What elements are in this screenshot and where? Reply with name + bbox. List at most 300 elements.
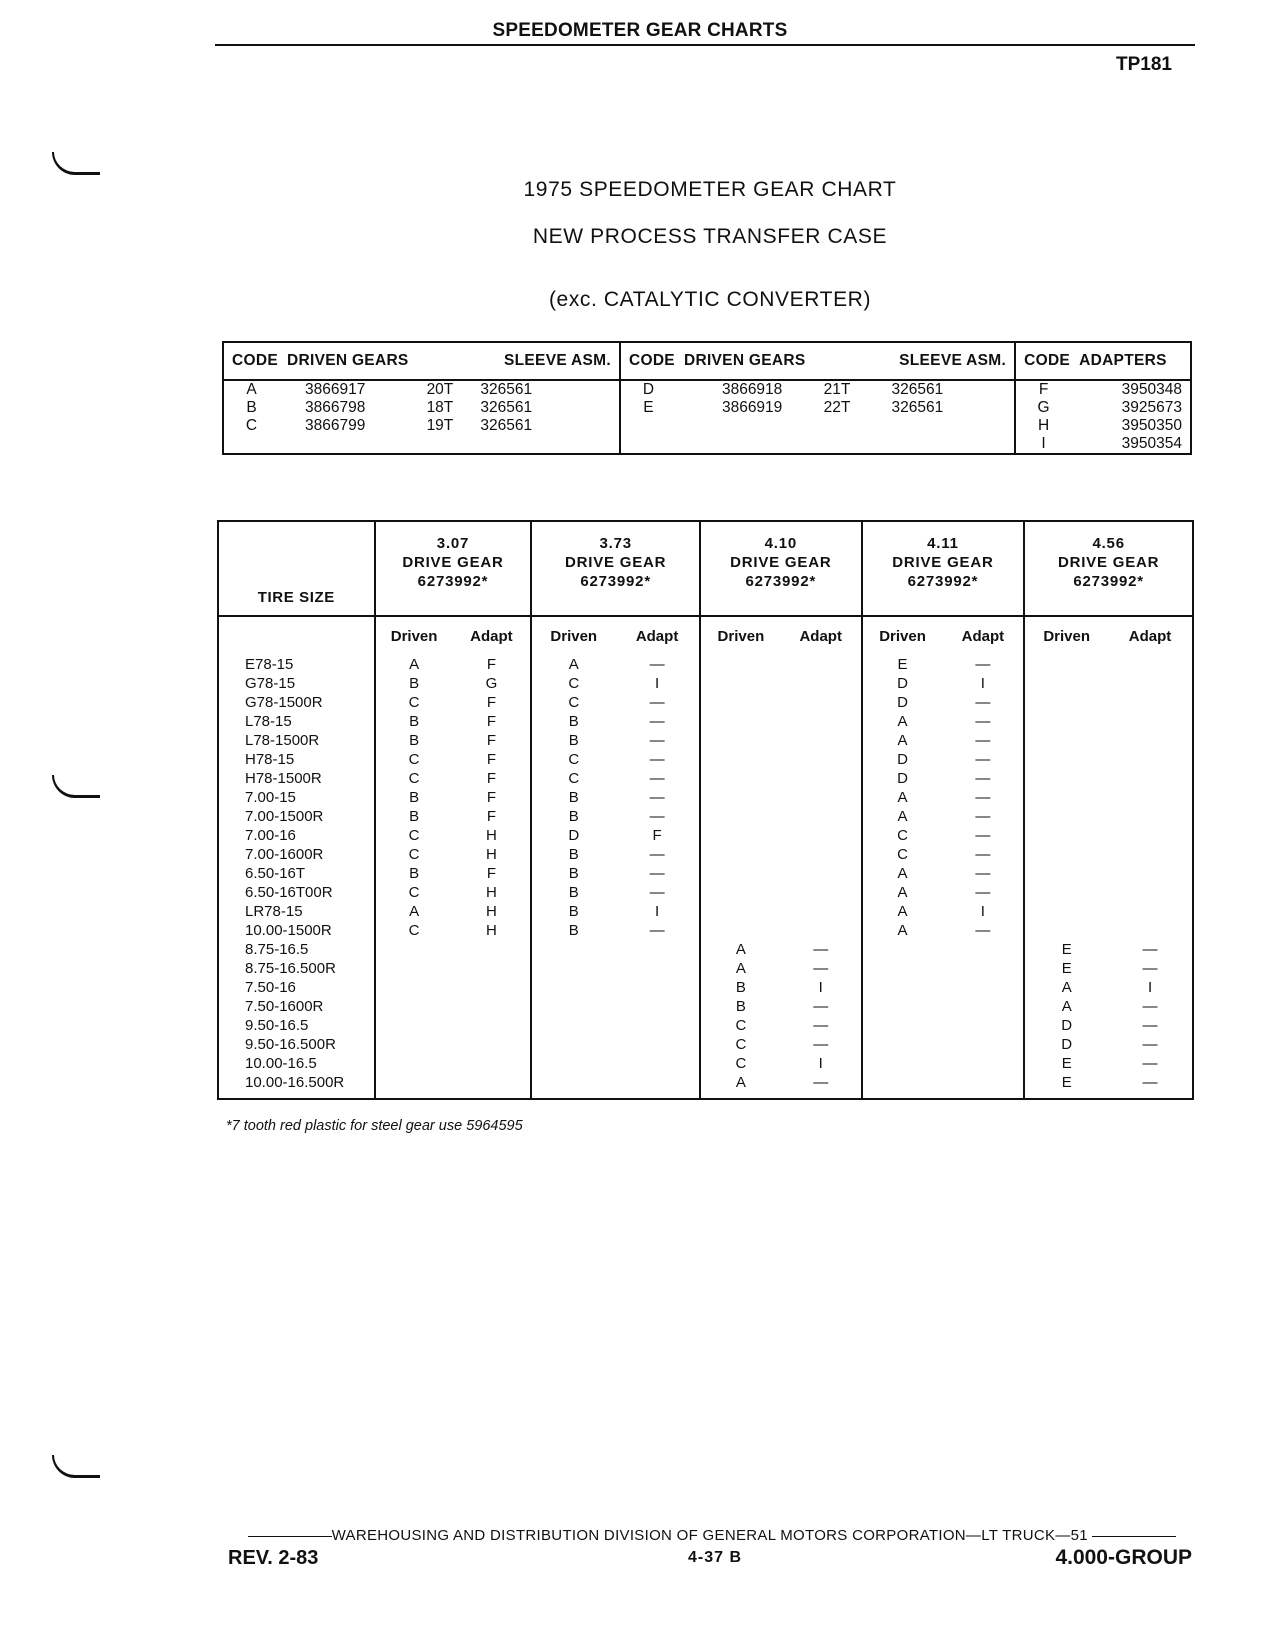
adapter-code-cell [1108, 750, 1193, 769]
driven-code-cell: D [862, 750, 943, 769]
adapter-code-cell: — [1142, 960, 1158, 977]
driven-gears-header: DRIVEN GEARS [279, 342, 480, 380]
adapter-code-cell: — [975, 884, 991, 901]
adapter-code-cell [781, 731, 862, 750]
tire-size-header: TIRE SIZE [218, 521, 375, 616]
code-cell [223, 435, 279, 454]
drive-gear-header [1024, 521, 1193, 616]
teeth-cell: 18T [426, 399, 454, 416]
drive-gear-part-number: 6273992* [907, 573, 979, 590]
adapter-code-cell: — [1142, 941, 1158, 958]
adapter-code-cell: F [486, 732, 497, 749]
adapter-code-cell: — [1142, 1036, 1158, 1053]
drive-gear-part-number: 6273992* [580, 573, 651, 590]
tire-size-row [218, 788, 1193, 807]
tire-size-cell: 10.00-1500R [245, 922, 332, 939]
driven-code-cell [531, 940, 615, 959]
driven-code-cell [862, 1016, 943, 1035]
drive-gear-label: DRIVE GEAR [1057, 554, 1160, 571]
drive-gear-label: DRIVE GEAR [730, 554, 832, 571]
binder-hole-mark [52, 1455, 100, 1478]
adapter-code-cell [1108, 693, 1193, 712]
driven-code-cell [700, 750, 781, 769]
driven-code-cell: A [862, 883, 943, 902]
adapter-code-cell: — [975, 827, 991, 844]
driven-code-cell [1024, 674, 1108, 693]
driven-code-cell [862, 1054, 943, 1073]
sleeve-cell: 326561 [891, 381, 944, 398]
driven-code-cell: C [375, 883, 453, 902]
drive-gear-label: DRIVE GEAR [892, 554, 994, 571]
driven-gears-table [222, 341, 1192, 455]
part-number-cell: 3866917 [304, 381, 366, 398]
driven-subheader: Driven [700, 616, 781, 655]
driven-code-cell: B [375, 864, 453, 883]
adapter-code-cell: — [975, 846, 991, 863]
tire-size-row [218, 1054, 1193, 1073]
tire-size-row [218, 693, 1193, 712]
adapter-code-cell: H [486, 827, 497, 844]
adapter-code-cell: — [1142, 1055, 1158, 1072]
driven-subheader: Driven [375, 616, 453, 655]
adapter-code-cell [453, 1073, 532, 1099]
driven-code-cell [1024, 883, 1108, 902]
adapter-code-cell: I [818, 1055, 823, 1072]
driven-code-cell: C [375, 826, 453, 845]
adapter-code-cell: — [649, 694, 665, 711]
driven-code-cell [531, 959, 615, 978]
driven-code-cell [1024, 807, 1108, 826]
adapter-code-cell: — [649, 922, 665, 939]
driven-code-cell: A [862, 902, 943, 921]
adapt-subheader: Adapt [961, 627, 1005, 645]
adapter-code-cell [781, 655, 862, 674]
adapter-code-cell: — [813, 1017, 829, 1034]
tire-size-row [218, 864, 1193, 883]
tire-size-row [218, 1073, 1193, 1099]
tire-size-row [218, 997, 1193, 1016]
binder-hole-mark [52, 152, 100, 175]
tire-size-cell: 8.75-16.5 [245, 941, 309, 958]
part-number-cell [676, 435, 824, 454]
adapter-code-cell: — [975, 922, 991, 939]
adapter-code-cell: F [486, 656, 497, 673]
driven-code-cell [375, 940, 453, 959]
driven-code-cell: D [531, 826, 615, 845]
adapter-code-cell [781, 845, 862, 864]
adapter-cell: 3925673 [1121, 399, 1182, 416]
driven-code-cell: B [531, 788, 615, 807]
driven-code-cell: C [531, 693, 615, 712]
driven-code-cell: C [862, 826, 943, 845]
drive-gear-footnote: *7 tooth red plastic for steel gear use 5964595 [226, 1118, 523, 1134]
driven-code-cell: A [862, 731, 943, 750]
driven-code-cell: D [1024, 1016, 1108, 1035]
adapters-header: ADAPTERS [1071, 342, 1191, 380]
teeth-cell [824, 435, 878, 454]
driven-code-cell [1024, 845, 1108, 864]
driven-code-cell [1024, 788, 1108, 807]
adapter-code-cell [1108, 674, 1193, 693]
part-number-cell: 3866799 [304, 417, 366, 434]
driven-code-cell [700, 921, 781, 940]
tire-size-cell: 7.00-1500R [245, 808, 324, 825]
adapter-code-cell [942, 1054, 1024, 1073]
driven-gears-header: DRIVEN GEARS [676, 342, 878, 380]
driven-code-cell [700, 788, 781, 807]
tire-size-row [218, 1016, 1193, 1035]
adapter-cell: 3950348 [1121, 381, 1182, 398]
adapter-code-cell [615, 1054, 700, 1073]
driven-code-cell [1024, 712, 1108, 731]
adapter-code-cell: I [818, 979, 823, 996]
driven-code-cell [531, 1035, 615, 1054]
chart-subtitle: NEW PROCESS TRANSFER CASE [532, 225, 888, 248]
adapter-code-cell [781, 883, 862, 902]
driven-code-cell [375, 978, 453, 997]
driven-code-cell [1024, 750, 1108, 769]
tire-size-cell: 7.00-1600R [245, 846, 324, 863]
adapter-code-cell [942, 1073, 1024, 1099]
tire-size-cell: G78-1500R [245, 694, 323, 711]
driven-code-cell [531, 1054, 615, 1073]
teeth-cell: 20T [426, 381, 454, 398]
adapter-code-cell [781, 769, 862, 788]
driven-code-cell [375, 1035, 453, 1054]
driven-code-cell: A [862, 807, 943, 826]
code-cell: D [620, 380, 676, 399]
adapter-code-cell: — [1142, 1017, 1158, 1034]
adapt-subheader: Adapt [635, 627, 679, 645]
driven-code-cell [1024, 769, 1108, 788]
tire-size-row [218, 1035, 1193, 1054]
driven-code-cell: D [862, 674, 943, 693]
driven-code-cell: C [375, 693, 453, 712]
adapter-code-cell: — [649, 713, 665, 730]
driven-code-cell [700, 674, 781, 693]
driven-code-cell [1024, 826, 1108, 845]
adapt-subheader: Adapt [1128, 627, 1172, 645]
driven-code-cell: A [700, 1073, 781, 1099]
tire-size-cell: 7.50-16 [245, 979, 296, 996]
tire-size-row [218, 883, 1193, 902]
driven-code-cell: A [700, 959, 781, 978]
tire-size-cell: 10.00-16.500R [245, 1074, 345, 1091]
adapter-code-cell [615, 1035, 700, 1054]
adapter-code-cell: — [649, 770, 665, 787]
driven-code-cell: C [531, 674, 615, 693]
footer-division-line [232, 1527, 1192, 1544]
code-cell [620, 435, 676, 454]
tire-size-cell: H78-1500R [245, 770, 322, 787]
driven-code-cell: A [1024, 978, 1108, 997]
driven-code-cell: C [700, 1035, 781, 1054]
drive-gear-header [375, 521, 532, 616]
adapter-code-cell [453, 959, 532, 978]
adapter-code-cell [1108, 845, 1193, 864]
part-number-cell [676, 417, 824, 435]
tire-size-cell: 10.00-16.5 [245, 1055, 317, 1072]
code-cell: I [1015, 435, 1071, 454]
adapter-code-cell: I [1147, 979, 1153, 996]
code-cell [620, 417, 676, 435]
driven-code-cell: B [700, 997, 781, 1016]
driven-code-cell [700, 845, 781, 864]
adapter-code-cell [781, 674, 862, 693]
tire-size-row [218, 978, 1193, 997]
adapter-code-cell [615, 978, 700, 997]
driven-code-cell: A [375, 655, 453, 674]
code-cell: G [1015, 399, 1071, 417]
driven-code-cell: A [862, 788, 943, 807]
sleeve-cell [480, 435, 620, 454]
driven-code-cell [862, 997, 943, 1016]
tire-size-cell: E78-15 [245, 656, 294, 673]
adapter-code-cell [781, 864, 862, 883]
tire-size-row [218, 921, 1193, 940]
adapter-code-cell [615, 959, 700, 978]
adapter-code-cell: F [486, 808, 497, 825]
adapter-code-cell [453, 1035, 532, 1054]
part-number-cell: 3866798 [304, 399, 366, 416]
sleeve-cell: 326561 [480, 417, 533, 434]
drive-gear-part-number: 6273992* [417, 573, 489, 590]
adapter-code-cell: H [486, 903, 497, 920]
adapter-code-cell: F [486, 694, 497, 711]
tire-size-cell: L78-1500R [245, 732, 320, 749]
sleeve-asm-header: SLEEVE ASM. [877, 342, 1015, 380]
adapter-code-cell: F [652, 827, 662, 844]
driven-code-cell: B [531, 864, 615, 883]
document-code: TP181 [1116, 54, 1172, 75]
driven-code-cell [862, 959, 943, 978]
driven-code-cell: D [862, 769, 943, 788]
tire-size-cell: L78-15 [245, 713, 292, 730]
tire-size-cell: 7.00-16 [245, 827, 296, 844]
driven-code-cell: C [531, 769, 615, 788]
driven-code-cell: A [862, 864, 943, 883]
chart-title: 1975 SPEEDOMETER GEAR CHART [523, 178, 897, 201]
driven-code-cell [862, 940, 943, 959]
drive-gear-part-number: 6273992* [1073, 573, 1144, 590]
adapter-code-cell [942, 1016, 1024, 1035]
driven-code-cell: B [531, 921, 615, 940]
adapter-code-cell [1108, 655, 1193, 674]
sleeve-asm-header: SLEEVE ASM. [480, 342, 620, 380]
driven-code-cell: E [1024, 940, 1108, 959]
driven-code-cell: C [700, 1054, 781, 1073]
adapter-code-cell [453, 940, 532, 959]
adapter-code-cell: — [975, 789, 991, 806]
adapter-code-cell: G [485, 675, 498, 692]
driven-code-cell [531, 978, 615, 997]
adapter-code-cell [781, 750, 862, 769]
driven-code-cell: A [862, 712, 943, 731]
adapter-code-cell: I [654, 675, 660, 692]
driven-code-cell [531, 1073, 615, 1099]
binder-hole-mark [52, 775, 100, 798]
adapter-code-cell [781, 712, 862, 731]
driven-code-cell [700, 693, 781, 712]
tire-size-row [218, 674, 1193, 693]
driven-code-cell [862, 978, 943, 997]
driven-code-cell [862, 1035, 943, 1054]
driven-code-cell [531, 997, 615, 1016]
driven-subheader: Driven [862, 616, 943, 655]
adapter-code-cell: — [813, 960, 829, 977]
adapter-code-cell [615, 940, 700, 959]
tire-size-row [218, 769, 1193, 788]
driven-code-cell [700, 864, 781, 883]
part-number-cell: 3866918 [721, 381, 783, 398]
adapter-code-cell: — [649, 865, 665, 882]
adapter-code-cell [1108, 902, 1193, 921]
tire-size-cell: 6.50-16T00R [245, 884, 333, 901]
adapter-code-cell: H [486, 884, 497, 901]
tire-size-cell: H78-15 [245, 751, 295, 768]
adapter-code-cell: — [975, 713, 991, 730]
adapter-code-cell: H [486, 922, 497, 939]
driven-code-cell: C [375, 769, 453, 788]
adapter-code-cell: — [649, 884, 665, 901]
adapter-code-cell: — [1142, 1074, 1158, 1091]
tire-size-row [218, 940, 1193, 959]
adapter-code-cell: — [975, 732, 991, 749]
driven-code-cell [700, 883, 781, 902]
driven-code-cell [375, 1016, 453, 1035]
footer-division-text: WAREHOUSING AND DISTRIBUTION DIVISION OF GENERAL MOTORS CORPORATION—LT TRUCK—51 [331, 1527, 1088, 1544]
top-table-row [223, 380, 1191, 399]
adapter-code-cell [942, 1035, 1024, 1054]
driven-code-cell: A [700, 940, 781, 959]
adapter-code-cell [942, 940, 1024, 959]
adapter-cell: 3950350 [1121, 417, 1182, 434]
driven-code-cell: D [862, 693, 943, 712]
adapt-subheader: Adapt [799, 627, 842, 645]
adapter-code-cell [942, 997, 1024, 1016]
adapter-code-cell: — [975, 751, 991, 768]
adapter-code-cell: H [486, 846, 497, 863]
tire-size-row [218, 902, 1193, 921]
driven-code-cell: B [700, 978, 781, 997]
axle-ratio: 3.73 [599, 535, 632, 552]
adapter-code-cell: — [813, 941, 829, 958]
top-table-row [223, 417, 1191, 435]
adapter-code-cell [781, 826, 862, 845]
code-cell: E [620, 399, 676, 417]
revision-label: REV. 2-83 [228, 1547, 319, 1569]
top-table-row [223, 399, 1191, 417]
driven-code-cell: D [1024, 1035, 1108, 1054]
adapter-code-cell: — [975, 656, 991, 673]
teeth-cell: 19T [426, 417, 454, 434]
adapter-code-cell: — [649, 656, 665, 673]
driven-code-cell: B [375, 807, 453, 826]
adapter-code-cell [781, 693, 862, 712]
tire-size-cell: LR78-15 [245, 903, 303, 920]
tire-size-subheader [218, 616, 375, 655]
sleeve-cell [877, 417, 1015, 435]
driven-subheader: Driven [531, 616, 615, 655]
page-header-title: SPEEDOMETER GEAR CHARTS [492, 20, 788, 41]
driven-code-cell [1024, 864, 1108, 883]
tire-size-row [218, 712, 1193, 731]
tire-size-cell: 9.50-16.500R [245, 1036, 336, 1053]
tire-size-row [218, 731, 1193, 750]
adapter-code-cell: F [486, 770, 497, 787]
page-number: 4-37 B [687, 1549, 743, 1566]
sleeve-cell: 326561 [480, 399, 533, 416]
adapter-code-cell [781, 902, 862, 921]
driven-code-cell [1024, 693, 1108, 712]
drive-gear-header [700, 521, 862, 616]
driven-code-cell: B [375, 712, 453, 731]
driven-code-cell [1024, 921, 1108, 940]
adapter-code-cell: — [649, 751, 665, 768]
axle-ratio: 4.56 [1092, 535, 1125, 552]
tire-size-row [218, 807, 1193, 826]
driven-code-cell: B [531, 845, 615, 864]
driven-code-cell: B [531, 807, 615, 826]
adapter-code-cell [615, 1016, 700, 1035]
driven-code-cell: B [375, 731, 453, 750]
driven-code-cell [700, 807, 781, 826]
adapter-code-cell: I [654, 903, 660, 920]
driven-code-cell [1024, 731, 1108, 750]
adapter-code-cell: — [975, 865, 991, 882]
driven-code-cell [1024, 902, 1108, 921]
tire-size-row [218, 845, 1193, 864]
adapter-code-cell [942, 978, 1024, 997]
driven-code-cell [700, 655, 781, 674]
sleeve-cell: 326561 [480, 381, 533, 398]
adapter-code-cell: — [975, 808, 991, 825]
adapter-code-cell [1108, 807, 1193, 826]
adapter-code-cell [453, 1054, 532, 1073]
adapter-code-cell [615, 1073, 700, 1099]
adapter-code-cell: — [813, 1074, 829, 1091]
header-rule [215, 44, 1195, 46]
axle-ratio: 3.07 [436, 535, 470, 552]
adapter-code-cell: — [975, 694, 991, 711]
tire-size-row [218, 655, 1193, 674]
adapter-cell: 3950354 [1121, 435, 1182, 452]
adapter-code-cell [1108, 826, 1193, 845]
driven-code-cell: C [531, 750, 615, 769]
driven-code-cell: B [375, 788, 453, 807]
driven-code-cell: C [375, 845, 453, 864]
chart-exclusion-note: (exc. CATALYTIC CONVERTER) [548, 288, 872, 311]
adapter-code-cell [1108, 731, 1193, 750]
axle-ratio: 4.10 [764, 535, 797, 552]
driven-code-cell [375, 1073, 453, 1099]
sleeve-cell: 326561 [891, 399, 944, 416]
group-label: 4.000-GROUP [1055, 1546, 1192, 1569]
driven-code-cell [375, 959, 453, 978]
tire-size-row [218, 959, 1193, 978]
tire-size-cell: 9.50-16.5 [245, 1017, 309, 1034]
adapter-code-cell: F [486, 751, 497, 768]
drive-gear-part-number: 6273992* [745, 573, 817, 590]
adapter-code-cell: F [486, 713, 497, 730]
adapter-code-cell [1108, 883, 1193, 902]
adapter-code-cell [1108, 788, 1193, 807]
adapter-code-cell: I [980, 903, 985, 920]
code-header: CODE [620, 342, 676, 380]
driven-code-cell: B [531, 712, 615, 731]
driven-code-cell: B [531, 902, 615, 921]
adapter-code-cell: — [975, 770, 991, 787]
